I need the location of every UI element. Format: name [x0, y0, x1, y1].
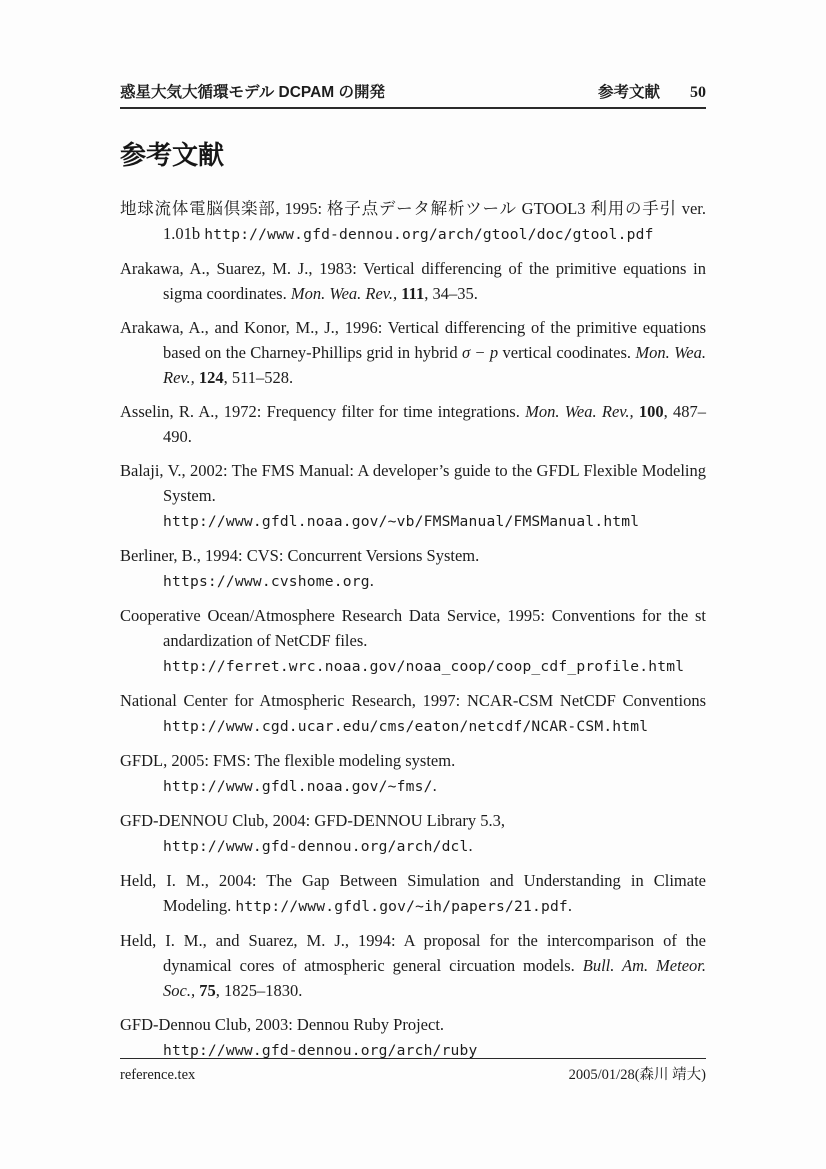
reference-entry — [120, 808, 706, 859]
reference-entry — [120, 868, 706, 919]
url-text: http://www.gfdl.noaa.gov/~vb/FMSManual/FMSManual.html — [163, 513, 640, 530]
footer-filename: reference.tex — [120, 1067, 196, 1083]
page-number: 50 — [690, 84, 706, 101]
reference-text: GFD-Dennou Club, 2003: Dennou Ruby Project. — [120, 1015, 445, 1034]
reference-entry — [120, 748, 706, 799]
reference-entry — [120, 928, 706, 1003]
url-text: http://www.cgd.ucar.edu/cms/eaton/netcdf/NCAR-CSM.html — [163, 718, 649, 735]
reference-text: vertical coodinates. — [498, 343, 636, 362]
section-title: 参考文献 — [120, 140, 225, 170]
url-text: https://www.cvshome.org — [163, 573, 370, 590]
reference-text: GFDL, 2005: FMS: The flexible modeling system. — [120, 751, 456, 770]
reference-text: Asselin, R. A., 1972: Frequency filter for time integrations. — [120, 402, 526, 421]
reference-text: National Center for Atmospheric Research, 1997: NCAR-CSM NetCDF Conventions — [120, 691, 706, 710]
reference-entry — [120, 256, 706, 306]
running-header — [120, 84, 706, 109]
reference-text: , 511–528. — [223, 368, 294, 387]
reference-text: Berliner, B., 1994: CVS: Concurrent Versions System. — [120, 546, 480, 565]
reference-list — [120, 196, 706, 1063]
url-text: http://ferret.wrc.noaa.gov/noaa_coop/coop_cdf_profile.html — [163, 658, 685, 675]
reference-text: Bull. Am. Meteor. Soc., — [163, 956, 706, 1000]
reference-text: , 1825–1830. — [215, 981, 303, 1000]
page-footer — [120, 1058, 706, 1084]
url-text: http://www.gfdl.gov/~ih/papers/21.pdf — [235, 898, 568, 915]
reference-entry — [120, 458, 706, 534]
reference-text: Mon. Wea. Rev., — [525, 402, 634, 421]
reference-text: . — [432, 776, 437, 795]
reference-text: . — [468, 836, 473, 855]
reference-text: . — [369, 571, 374, 590]
reference-text: . — [567, 896, 573, 915]
page-content — [120, 0, 706, 1072]
reference-text: 75 — [199, 981, 216, 1000]
reference-text: Mon. Wea. Rev., — [290, 284, 398, 303]
reference-text: , 34–35. — [424, 284, 478, 303]
reference-text: Arakawa, A., Suarez, M. J., 1983: Vertical differencing of the primitive equations in sigma coordinates. — [120, 259, 706, 303]
reference-entry — [120, 603, 706, 679]
reference-text: 100 — [638, 402, 664, 421]
url-text: http://www.gfd-dennou.org/arch/ruby — [163, 1042, 478, 1059]
reference-text: Arakawa, A., and Konor, M., J., 1996: Vertical differencing of the primitive equations based on the Charney-Phillips grid in hybrid — [120, 318, 706, 362]
reference-text: GFD-DENNOU Club, 2004: GFD-DENNOU Library 5.3, — [120, 811, 505, 830]
reference-text: 124 — [198, 368, 224, 387]
reference-entry — [120, 1012, 706, 1063]
reference-text: 地球流体電脳倶楽部, 1995: 格子点データ解析ツール GTOOL3 利用の手引 ver. 1.01b — [120, 199, 706, 243]
reference-entry — [120, 196, 706, 247]
reference-text: Balaji, V., 2002: The FMS Manual: A developer’s guide to the GFDL Flexible Modeling System. — [120, 461, 706, 505]
reference-text: Held, I. M., 2004: The Gap Between Simulation and Understanding in Climate Modeling. — [120, 871, 706, 915]
running-title: 惑星大気大循環モデル DCPAM の開発 — [120, 84, 386, 101]
reference-text: 111 — [401, 284, 425, 303]
running-header-right — [598, 84, 706, 102]
reference-text: Mon. Wea. Rev., — [163, 343, 707, 387]
reference-entry — [120, 543, 706, 594]
running-section-label: 参考文献 — [597, 84, 660, 101]
url-text: http://www.gfdl.noaa.gov/~fms/ — [163, 778, 433, 795]
reference-entry — [120, 399, 706, 449]
reference-entry — [120, 315, 706, 390]
reference-text: , 487–490. — [163, 402, 706, 446]
reference-entry — [120, 688, 706, 739]
url-text: http://www.gfd-dennou.org/arch/dcl — [163, 838, 469, 855]
reference-text: σ − p — [461, 343, 499, 362]
footer-date-author: 2005/01/28(森川 靖大) — [568, 1067, 706, 1083]
url-text: http://www.gfd-dennou.org/arch/gtool/doc/gtool.pdf — [204, 226, 654, 243]
reference-text: Held, I. M., and Suarez, M. J., 1994: A proposal for the intercomparison of the dynamical cores of atmospheric general circuation models. — [120, 931, 706, 975]
reference-text: Cooperative Ocean/Atmosphere Research Data Service, 1995: Conventions for the st andardization of NetCDF files. — [120, 606, 706, 650]
